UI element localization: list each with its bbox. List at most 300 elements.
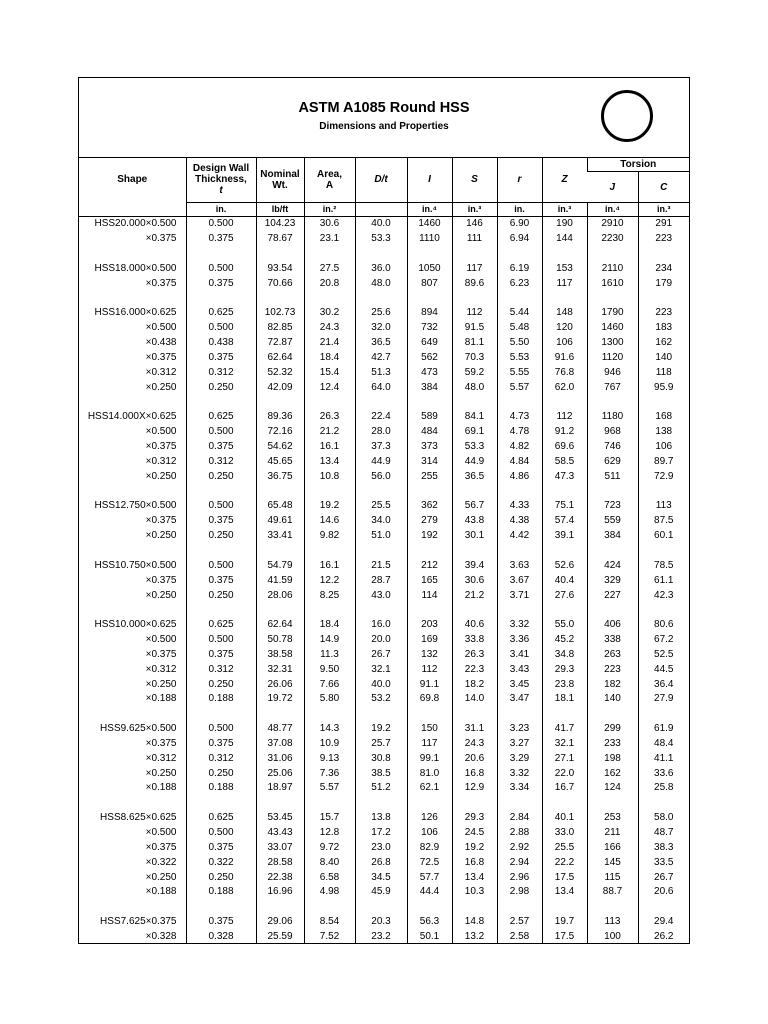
spacer-cell <box>256 796 304 811</box>
value-cell: 18.4 <box>304 618 355 633</box>
value-cell: 39.1 <box>542 529 587 544</box>
value-cell: 4.84 <box>497 455 542 470</box>
value-cell: 62.64 <box>256 351 304 366</box>
value-cell: 26.7 <box>355 647 407 662</box>
value-cell: 113 <box>638 499 689 514</box>
value-cell: 0.250 <box>186 529 256 544</box>
shape-cell: HSS9.625×0.500 <box>100 723 177 735</box>
table-row <box>79 915 689 930</box>
value-cell: 169 <box>407 633 452 648</box>
spacer-cell <box>79 395 186 410</box>
shape-cell: ×0.250 <box>145 381 177 393</box>
value-cell: 25.7 <box>355 737 407 752</box>
value-cell: 211 <box>587 826 638 841</box>
value-cell: 0.500 <box>186 826 256 841</box>
spacer-cell <box>452 484 497 499</box>
value-cell: 4.78 <box>497 425 542 440</box>
value-cell: 253 <box>587 811 638 826</box>
value-cell: 80.6 <box>638 618 689 633</box>
value-cell: 3.43 <box>497 662 542 677</box>
value-cell: 87.5 <box>638 514 689 529</box>
value-cell: 946 <box>587 365 638 380</box>
value-cell: 314 <box>407 455 452 470</box>
value-cell: 33.5 <box>638 855 689 870</box>
spacer-cell <box>256 603 304 618</box>
value-cell: 14.3 <box>304 722 355 737</box>
value-cell: 4.98 <box>304 885 355 900</box>
value-cell: 53.3 <box>355 232 407 247</box>
value-cell: 48.4 <box>638 737 689 752</box>
shape-cell: ×0.375 <box>145 233 177 245</box>
value-cell: 8.25 <box>304 588 355 603</box>
value-cell: 44.4 <box>407 885 452 900</box>
spacer-cell <box>355 291 407 306</box>
value-cell: 6.19 <box>497 262 542 277</box>
spacer-cell <box>497 544 542 559</box>
value-cell: 165 <box>407 573 452 588</box>
value-cell: 146 <box>452 217 497 232</box>
value-cell: 82.85 <box>256 321 304 336</box>
spacer-cell <box>638 395 689 410</box>
value-cell: 2.84 <box>497 811 542 826</box>
table-row <box>79 588 689 603</box>
spacer-cell <box>186 291 256 306</box>
value-cell: 166 <box>587 840 638 855</box>
spacer-cell <box>355 395 407 410</box>
value-cell: 117 <box>452 262 497 277</box>
value-cell: 21.2 <box>452 588 497 603</box>
value-cell: 67.2 <box>638 633 689 648</box>
spacer-cell <box>79 247 186 262</box>
header-area-line1: Area, <box>316 168 342 180</box>
value-cell: 54.62 <box>256 440 304 455</box>
value-cell: 223 <box>638 232 689 247</box>
value-cell: 3.32 <box>497 766 542 781</box>
value-cell: 484 <box>407 425 452 440</box>
value-cell: 0.188 <box>186 781 256 796</box>
value-cell: 41.59 <box>256 573 304 588</box>
shape-cell: ×0.500 <box>145 426 177 438</box>
value-cell: 2.96 <box>497 870 542 885</box>
value-cell: 16.1 <box>304 440 355 455</box>
value-cell: 50.78 <box>256 633 304 648</box>
value-cell: 0.375 <box>186 737 256 752</box>
value-cell: 2110 <box>587 262 638 277</box>
value-cell: 4.86 <box>497 469 542 484</box>
spacer-cell <box>407 247 452 262</box>
value-cell: 95.9 <box>638 380 689 395</box>
header-nominal-line2: Wt. <box>272 179 288 191</box>
value-cell: 17.5 <box>542 870 587 885</box>
table-row <box>79 276 689 291</box>
value-cell: 234 <box>638 262 689 277</box>
value-cell: 0.375 <box>186 232 256 247</box>
shape-cell: HSS16.000×0.625 <box>94 307 177 319</box>
value-cell: 0.322 <box>186 855 256 870</box>
value-cell: 89.7 <box>638 455 689 470</box>
value-cell: 23.2 <box>355 930 407 945</box>
table-row <box>79 558 689 573</box>
value-cell: 0.250 <box>186 380 256 395</box>
unit-cell: in. <box>497 203 542 217</box>
shape-cell: ×0.250 <box>145 530 177 542</box>
value-cell: 38.5 <box>355 766 407 781</box>
table-row <box>79 870 689 885</box>
value-cell: 118 <box>638 365 689 380</box>
value-cell: 15.7 <box>304 811 355 826</box>
value-cell: 13.4 <box>452 870 497 885</box>
spacer-cell <box>587 247 638 262</box>
value-cell: 33.07 <box>256 840 304 855</box>
value-cell: 3.63 <box>497 558 542 573</box>
value-cell: 106 <box>407 826 452 841</box>
header-nominal-line1: Nominal <box>260 168 300 180</box>
unit-cell <box>79 203 186 217</box>
value-cell: 45.65 <box>256 455 304 470</box>
value-cell: 84.1 <box>452 410 497 425</box>
value-cell: 3.71 <box>497 588 542 603</box>
value-cell: 5.80 <box>304 692 355 707</box>
shape-cell: ×0.250 <box>145 767 177 779</box>
value-cell: 4.82 <box>497 440 542 455</box>
value-cell: 25.59 <box>256 930 304 945</box>
value-cell: 22.0 <box>542 766 587 781</box>
value-cell: 8.54 <box>304 915 355 930</box>
value-cell: 13.8 <box>355 811 407 826</box>
table-row <box>79 751 689 766</box>
value-cell: 32.1 <box>355 662 407 677</box>
header-area-line2: A <box>325 179 334 191</box>
value-cell: 6.90 <box>497 217 542 232</box>
value-cell: 2.92 <box>497 840 542 855</box>
value-cell: 54.79 <box>256 558 304 573</box>
value-cell: 114 <box>407 588 452 603</box>
value-cell: 34.5 <box>355 870 407 885</box>
spacer-cell <box>587 603 638 618</box>
table-row <box>79 232 689 247</box>
value-cell: 7.52 <box>304 930 355 945</box>
value-cell: 14.6 <box>304 514 355 529</box>
shape-cell: ×0.500 <box>145 634 177 646</box>
shape-cell: ×0.375 <box>145 737 177 749</box>
value-cell: 0.328 <box>186 930 256 945</box>
spacer-cell <box>587 395 638 410</box>
value-cell: 24.3 <box>452 737 497 752</box>
value-cell: 3.41 <box>497 647 542 662</box>
shape-cell: HSS12.750×0.500 <box>94 500 177 512</box>
value-cell: 1460 <box>587 321 638 336</box>
value-cell: 2.88 <box>497 826 542 841</box>
spacer-cell <box>452 796 497 811</box>
value-cell: 138 <box>638 425 689 440</box>
value-cell: 48.0 <box>355 276 407 291</box>
value-cell: 112 <box>452 306 497 321</box>
unit-cell: in.³ <box>542 203 587 217</box>
value-cell: 21.4 <box>304 336 355 351</box>
value-cell: 2.94 <box>497 855 542 870</box>
spacer-cell <box>497 247 542 262</box>
value-cell: 112 <box>542 410 587 425</box>
table-row <box>79 425 689 440</box>
header-r: r <box>497 157 542 203</box>
value-cell: 329 <box>587 573 638 588</box>
value-cell: 65.48 <box>256 499 304 514</box>
value-cell: 132 <box>407 647 452 662</box>
properties-table <box>79 157 689 944</box>
value-cell: 16.8 <box>452 766 497 781</box>
shape-cell: ×0.250 <box>145 470 177 482</box>
spacer-cell <box>79 900 186 915</box>
shape-cell: ×0.438 <box>145 337 177 349</box>
spacer-cell <box>587 544 638 559</box>
table-row <box>79 737 689 752</box>
value-cell: 56.3 <box>407 915 452 930</box>
value-cell: 190 <box>542 217 587 232</box>
value-cell: 9.72 <box>304 840 355 855</box>
value-cell: 183 <box>638 321 689 336</box>
value-cell: 42.09 <box>256 380 304 395</box>
value-cell: 49.61 <box>256 514 304 529</box>
value-cell: 59.2 <box>452 365 497 380</box>
value-cell: 91.6 <box>542 351 587 366</box>
value-cell: 13.4 <box>542 885 587 900</box>
value-cell: 406 <box>587 618 638 633</box>
spacer-cell <box>186 395 256 410</box>
spacer-cell <box>587 707 638 722</box>
value-cell: 62.64 <box>256 618 304 633</box>
value-cell: 3.45 <box>497 677 542 692</box>
value-cell: 44.9 <box>452 455 497 470</box>
value-cell: 16.1 <box>304 558 355 573</box>
shape-cell: ×0.312 <box>145 366 177 378</box>
header-c: C <box>638 172 689 203</box>
value-cell: 19.7 <box>542 915 587 930</box>
value-cell: 48.7 <box>638 826 689 841</box>
page-title: ASTM A1085 Round HSS <box>298 100 470 116</box>
value-cell: 25.6 <box>355 306 407 321</box>
unit-cell: in. <box>186 203 256 217</box>
table-row <box>79 306 689 321</box>
spacer-cell <box>304 900 355 915</box>
spacer-cell <box>638 544 689 559</box>
spacer-cell <box>638 603 689 618</box>
value-cell: 112 <box>407 662 452 677</box>
value-cell: 70.3 <box>452 351 497 366</box>
spacer-cell <box>79 707 186 722</box>
value-cell: 88.7 <box>587 885 638 900</box>
value-cell: 0.500 <box>186 262 256 277</box>
value-cell: 1110 <box>407 232 452 247</box>
value-cell: 41.1 <box>638 751 689 766</box>
table-row <box>79 380 689 395</box>
table-row <box>79 469 689 484</box>
spacer-cell <box>407 484 452 499</box>
value-cell: 69.1 <box>452 425 497 440</box>
value-cell: 72.5 <box>407 855 452 870</box>
value-cell: 16.7 <box>542 781 587 796</box>
value-cell: 182 <box>587 677 638 692</box>
value-cell: 100 <box>587 930 638 945</box>
table-row <box>79 885 689 900</box>
value-cell: 32.1 <box>542 737 587 752</box>
header-s: S <box>452 157 497 203</box>
shape-cell: ×0.500 <box>145 322 177 334</box>
value-cell: 30.1 <box>452 529 497 544</box>
value-cell: 9.82 <box>304 529 355 544</box>
spacer-cell <box>452 900 497 915</box>
value-cell: 33.8 <box>452 633 497 648</box>
table-row <box>79 365 689 380</box>
value-cell: 255 <box>407 469 452 484</box>
group-spacer <box>79 395 689 410</box>
value-cell: 72.16 <box>256 425 304 440</box>
table-row <box>79 722 689 737</box>
spacer-cell <box>186 544 256 559</box>
value-cell: 1610 <box>587 276 638 291</box>
value-cell: 0.188 <box>186 885 256 900</box>
spacer-cell <box>355 544 407 559</box>
value-cell: 91.5 <box>452 321 497 336</box>
value-cell: 384 <box>407 380 452 395</box>
value-cell: 25.8 <box>638 781 689 796</box>
table-row <box>79 781 689 796</box>
value-cell: 19.2 <box>355 722 407 737</box>
value-cell: 198 <box>587 751 638 766</box>
value-cell: 23.8 <box>542 677 587 692</box>
table-row <box>79 677 689 692</box>
value-cell: 53.2 <box>355 692 407 707</box>
spacer-cell <box>186 247 256 262</box>
value-cell: 111 <box>452 232 497 247</box>
page-subtitle: Dimensions and Properties <box>319 121 449 132</box>
value-cell: 36.5 <box>452 469 497 484</box>
spacer-cell <box>256 707 304 722</box>
header-torsion: Torsion <box>587 157 689 172</box>
value-cell: 0.500 <box>186 499 256 514</box>
group-spacer <box>79 603 689 618</box>
table-row <box>79 647 689 662</box>
spacer-cell <box>587 484 638 499</box>
value-cell: 62.0 <box>542 380 587 395</box>
value-cell: 55.0 <box>542 618 587 633</box>
spacer-cell <box>304 603 355 618</box>
value-cell: 0.375 <box>186 647 256 662</box>
spacer-cell <box>256 247 304 262</box>
value-cell: 40.1 <box>542 811 587 826</box>
value-cell: 19.2 <box>452 840 497 855</box>
value-cell: 2910 <box>587 217 638 232</box>
value-cell: 140 <box>638 351 689 366</box>
table-row <box>79 499 689 514</box>
value-cell: 0.500 <box>186 425 256 440</box>
table-row <box>79 618 689 633</box>
shape-cell: HSS8.625×0.625 <box>100 812 177 824</box>
value-cell: 168 <box>638 410 689 425</box>
value-cell: 0.375 <box>186 915 256 930</box>
value-cell: 82.9 <box>407 840 452 855</box>
value-cell: 559 <box>587 514 638 529</box>
value-cell: 26.2 <box>638 930 689 945</box>
spacer-cell <box>542 291 587 306</box>
value-cell: 589 <box>407 410 452 425</box>
value-cell: 113 <box>587 915 638 930</box>
group-spacer <box>79 796 689 811</box>
document-frame <box>78 77 690 944</box>
value-cell: 30.6 <box>452 573 497 588</box>
value-cell: 18.97 <box>256 781 304 796</box>
spacer-cell <box>497 291 542 306</box>
value-cell: 7.66 <box>304 677 355 692</box>
spacer-cell <box>407 796 452 811</box>
value-cell: 16.0 <box>355 618 407 633</box>
value-cell: 18.4 <box>304 351 355 366</box>
header-z: Z <box>542 157 587 203</box>
spacer-cell <box>407 707 452 722</box>
value-cell: 30.6 <box>304 217 355 232</box>
value-cell: 106 <box>638 440 689 455</box>
value-cell: 0.500 <box>186 321 256 336</box>
spacer-cell <box>497 796 542 811</box>
value-cell: 279 <box>407 514 452 529</box>
value-cell: 0.188 <box>186 692 256 707</box>
value-cell: 20.8 <box>304 276 355 291</box>
value-cell: 511 <box>587 469 638 484</box>
value-cell: 52.32 <box>256 365 304 380</box>
value-cell: 102.73 <box>256 306 304 321</box>
value-cell: 1460 <box>407 217 452 232</box>
value-cell: 34.8 <box>542 647 587 662</box>
value-cell: 1300 <box>587 336 638 351</box>
value-cell: 12.2 <box>304 573 355 588</box>
value-cell: 57.4 <box>542 514 587 529</box>
spacer-cell <box>407 900 452 915</box>
value-cell: 36.0 <box>355 262 407 277</box>
value-cell: 338 <box>587 633 638 648</box>
value-cell: 14.0 <box>452 692 497 707</box>
value-cell: 104.23 <box>256 217 304 232</box>
spacer-cell <box>304 707 355 722</box>
value-cell: 3.47 <box>497 692 542 707</box>
value-cell: 91.1 <box>407 677 452 692</box>
spacer-cell <box>355 796 407 811</box>
value-cell: 3.32 <box>497 618 542 633</box>
spacer-cell <box>407 291 452 306</box>
table-row <box>79 573 689 588</box>
value-cell: 48.0 <box>452 380 497 395</box>
value-cell: 0.625 <box>186 811 256 826</box>
value-cell: 0.250 <box>186 766 256 781</box>
value-cell: 2.98 <box>497 885 542 900</box>
round-section-icon <box>601 90 653 142</box>
value-cell: 81.0 <box>407 766 452 781</box>
spacer-cell <box>542 247 587 262</box>
spacer-cell <box>542 603 587 618</box>
value-cell: 5.53 <box>497 351 542 366</box>
value-cell: 21.5 <box>355 558 407 573</box>
value-cell: 22.38 <box>256 870 304 885</box>
value-cell: 649 <box>407 336 452 351</box>
value-cell: 3.29 <box>497 751 542 766</box>
table-row <box>79 930 689 945</box>
header-area <box>304 157 355 203</box>
unit-cell: in.⁴ <box>407 203 452 217</box>
spacer-cell <box>304 395 355 410</box>
spacer-cell <box>186 900 256 915</box>
value-cell: 27.6 <box>542 588 587 603</box>
value-cell: 0.375 <box>186 573 256 588</box>
value-cell: 723 <box>587 499 638 514</box>
value-cell: 24.3 <box>304 321 355 336</box>
